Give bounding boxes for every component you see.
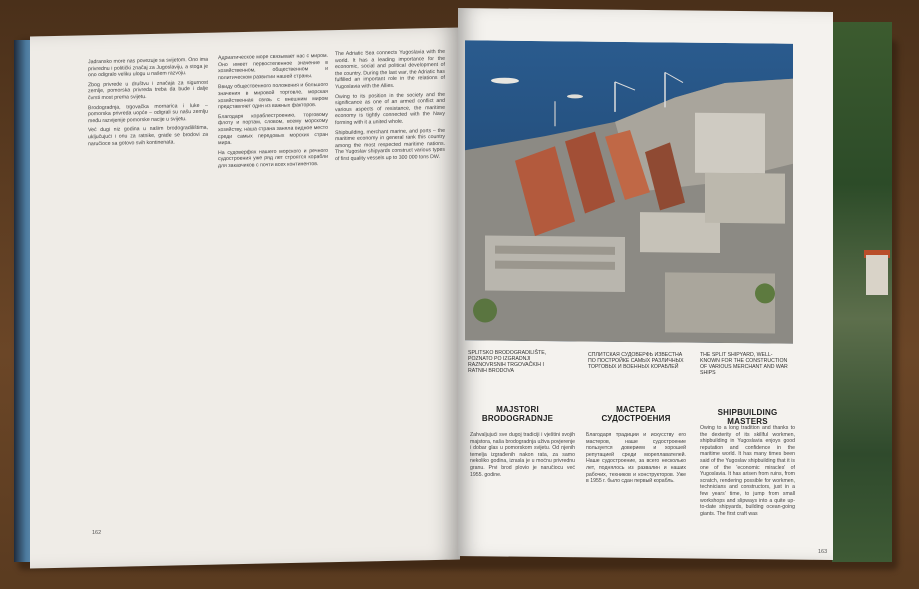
left-page-col-serbocroatian (88, 57, 208, 390)
paragraph: Zahvaljujući sve dugoj tradiciji i vještini svojih majstora, naša brodogradnja uživa povjerenje i dobar glas u pomorskom svijetu. Od njenih temelja izgrađenih nakon rata, za samo nekoliko godina, izrasla je u moćnu privrednu granu. Prvi brod plovio je naručiocu već 1955. godine. (470, 432, 575, 478)
paragraph: Jadransko more nas povezuje sa svijetom. Ono ima privrednu i politički značaj za Jugoslaviju, a stoga je ono odigralo veliku ulogu u našem razvoju. (88, 56, 208, 79)
left-page-col-russian (218, 53, 328, 455)
body-text-russian (586, 432, 686, 552)
paragraph: The Adriatic Sea connects Yugoslavia with the world. It has a leading importance for the economic, social and political development of the country. During the last war, the Adriatic has fulfilled an important role in the relations of Yugoslavia with the Allies. (335, 48, 445, 91)
paragraph: На судоверфях нашего морского и речного судостроения уже ряд лет строятся корабли для заказчиков с почти всех континентов. (218, 147, 328, 170)
photo-caption-english: THE SPLIT SHIPYARD, WELL-KNOWN FOR THE CONSTRUCTION OF VARIOUS MERCHANT AND WAR SHIPS (700, 352, 788, 376)
heading-serbocroatian: MAJSTORI BRODOGRADNJE (481, 405, 554, 423)
heading-english: SHIPBUILDING MASTERS (717, 408, 778, 426)
page-number-right: 163 (818, 549, 828, 555)
paragraph: Već dugi niz godina u našim brodogradilištima, uključujući i onu za ratnike, grade se brodovi za naručioce sa gotovo svih kontinenata. (88, 125, 208, 147)
paragraph: Owing to a long tradition and thanks to the dexterity of its skillful workmen, shipbuilding in Yugoslavia enjoys good reputation and confidence in the maritime world. It has many times been said of the Yugoslav shipbuilding that it is one of the 'economic miracles' of Yugoslavia. It has arisen from ruins, from scratch, rendering possible for workmen, technicians and constructors, just in a few years' time, to jump from small workshops and slipways into a quite up-to-date shipyards, building ocean-going giants. The first craft was (700, 425, 795, 517)
page-number-left: 162 (92, 530, 102, 536)
paragraph: Zbog privrede u društvu i značaja za sigurnost zemlje, pomorska privreda treba da bude i dalje čvrsti most prema svijetu. (88, 79, 208, 102)
paragraph: Brodogradnja, trgovačka mornarica i luke – pomorska privreda uopće – odigrali su našu zemlju među razvijenije pomorske nacije u svijetu. (88, 102, 208, 125)
body-text-serbocroatian (470, 432, 575, 552)
paragraph: Ввиду общественного положения и большого значения в мировой торговле, морская хозяйственная связь с внешним миром представляет один из важных факторов. (218, 82, 328, 111)
cover-house (866, 255, 888, 295)
photo-caption-russian: СПЛИТСКАЯ СУДОВЕРФЬ ИЗВЕСТНА ПО ПОСТРОЙКЕ САМЫХ РАЗЛИЧНЫХ ТОРГОВЫХ И ВОЕННЫХ КОРАБЛЕЙ (588, 352, 684, 370)
paragraph: Shipbuilding, merchant marine, and ports – the maritime economy in general rank this country among the most respected maritime nations. The Yugoslav shipyards construct various types of first quality vessels up to 300 000 tons DW. (335, 127, 445, 163)
heading-russian: МАСТЕРА СУДОСТРОЕНИЯ (601, 405, 671, 423)
paragraph: Адриатическое море связывает нас с миром. Оно имеет первостепенное значение в хозяйственном, общественном и политическом развитии нашей страны. (218, 52, 328, 81)
paragraph: Благодаря кораблестроению, торговому флоту и портам, словом, всему морскому хозяйству, наша страна заняла видное место среди самых передовых морских стран мира. (218, 111, 328, 147)
photo-caption-serbocroatian: SPLITSKO BRODOGRADILIŠTE, POZNATO PO IZGRADNJI RAZNOVRSNIH TRGOVAČKIH I RATNIH BRODOVA (468, 350, 547, 374)
shipyard-aerial-photo (465, 40, 793, 343)
body-text-english (700, 425, 795, 555)
left-page-col-english (335, 49, 445, 401)
paragraph: Owing to its position in the society and the significance as one of an armed conflict and various aspects of resistance, the maritime economy is tightly connected with the Navy forming with it a united whole. (335, 91, 445, 127)
paragraph: Благодаря традиции и искусству его мастеров, наше судостроение пользуется доверием и хорошей репутацией среди мореплавателей. Наше судостроение, за всего несколько лет, поднялось из развалин и наших рабочих, техников и конструкторов. Уже в 1955 г. было сдан первый корабль. (586, 432, 686, 485)
